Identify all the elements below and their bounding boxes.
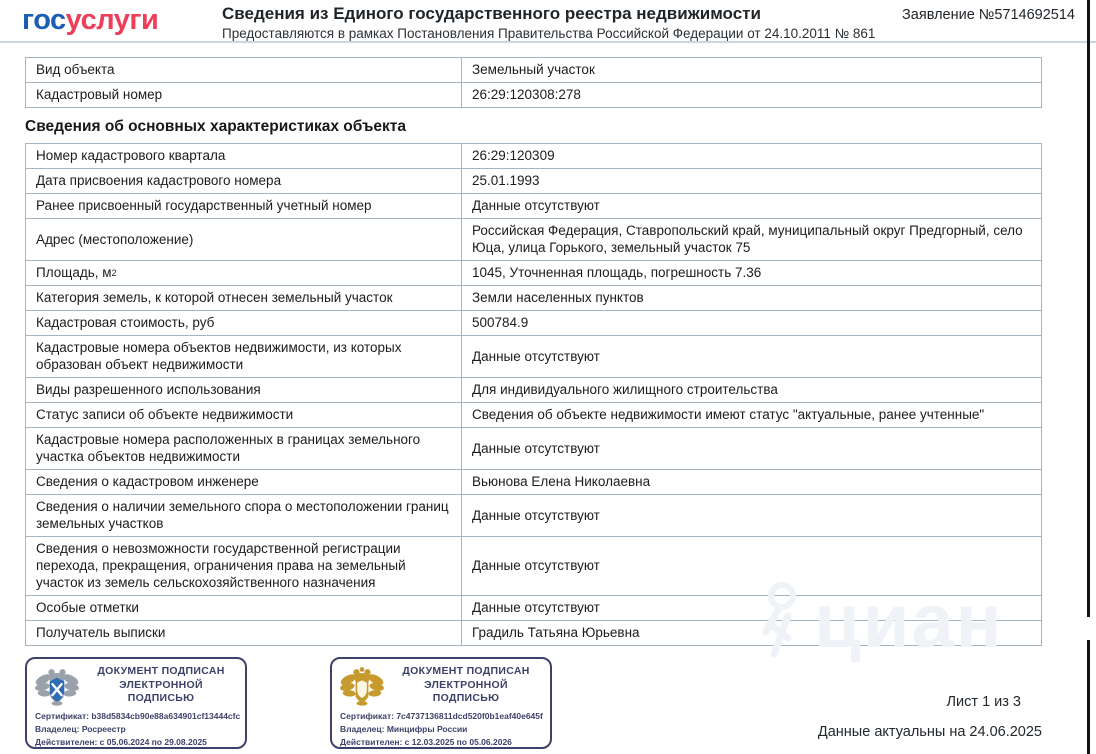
watermark-text: циан <box>814 579 1004 664</box>
row-value: 25.01.1993 <box>472 173 540 188</box>
owner-line: Владелец: Росреестр <box>35 723 126 734</box>
page-title: Сведения из Единого государственного реестра недвижимости <box>222 4 761 23</box>
signature-stamp-rosreestr <box>25 657 247 749</box>
signature-stamp-mintsifry <box>330 657 552 749</box>
sheet-counter: Лист 1 из 3 <box>946 694 1021 710</box>
validity-line: Действителен: с 05.06.2024 по 29.08.2025 <box>35 736 207 747</box>
row-value: Градиль Татьяна Юрьевна <box>472 625 640 640</box>
row-label: Кадастровые номера расположенных в границах земельного участка объектов недвижимости <box>26 428 462 469</box>
table-row <box>26 402 1041 427</box>
row-label: Номер кадастрового квартала <box>26 144 462 168</box>
row-value: Данные отсутствуют <box>472 198 600 213</box>
certificate-line: Сертификат: b38d5834cb90e88a634901cf13444cfc <box>35 711 241 721</box>
row-value: Данные отсутствуют <box>472 558 600 573</box>
row-label: Ранее присвоенный государственный учетный номер <box>26 194 462 218</box>
row-value: Земли населенных пунктов <box>472 290 644 305</box>
table-row <box>26 168 1041 193</box>
table-row <box>26 427 1041 469</box>
row-value: 26:29:120309 <box>472 148 555 163</box>
data-actual-date: Данные актуальны на 24.06.2025 <box>817 724 1042 740</box>
row-value: 1045, Уточненная площадь, погрешность 7.36 <box>472 265 762 280</box>
table-row <box>26 377 1041 402</box>
row-value: Российская Федерация, Ставропольский край, муниципальный округ Предгорный, село Юца, улица Горького, земельный участок 75 <box>472 223 1023 255</box>
main-characteristics-table <box>25 143 1042 646</box>
row-value: Данные отсутствуют <box>472 507 600 523</box>
row-label: Адрес (местоположение) <box>26 219 462 260</box>
table-row <box>26 469 1041 494</box>
table-row <box>26 260 1041 285</box>
row-label: Кадастровая стоимость, руб <box>26 311 462 335</box>
row-label: Категория земель, к которой отнесен земельный участок <box>26 286 462 310</box>
page-subtitle: Предоставляются в рамках Постановления Правительства Российской Федерации от 24.10.2011 № 861 <box>222 26 876 41</box>
table-row <box>26 144 1041 168</box>
stamp-title: ДОКУМЕНТ ПОДПИСАН ЭЛЕКТРОННОЙ ПОДПИСЬЮ <box>97 665 225 705</box>
row-value: 26:29:120308:278 <box>472 87 581 102</box>
row-label: Получатель выписки <box>26 621 462 645</box>
page-edge-line-top <box>1087 0 1090 617</box>
logo-part-blue: гос <box>22 4 66 36</box>
table-row <box>26 82 1041 107</box>
page-edge-line-bottom <box>1087 640 1090 754</box>
russia-coat-of-arms-emblem-icon <box>340 665 384 707</box>
stamp-details <box>340 710 542 748</box>
stamp-details <box>35 710 241 748</box>
table-row <box>26 310 1041 335</box>
row-label: Кадастровые номера объектов недвижимости, из которых образован объект недвижимости <box>26 336 462 377</box>
row-label: Статус записи об объекте недвижимости <box>26 403 462 427</box>
document-header <box>0 0 1096 43</box>
gosuslugi-logo <box>22 4 158 37</box>
row-value: Данные отсутствуют <box>472 600 600 615</box>
row-label: Виды разрешенного использования <box>26 378 462 402</box>
table-row <box>26 193 1041 218</box>
logo-part-red: услуги <box>65 4 159 36</box>
row-label: Вид объекта <box>26 58 462 82</box>
table-row <box>26 335 1041 377</box>
table-row <box>26 285 1041 310</box>
row-value: 500784.9 <box>472 315 529 330</box>
row-value: Земельный участок <box>472 62 595 77</box>
application-number: Заявление №5714692514 <box>902 7 1075 23</box>
row-label: Сведения о кадастровом инженере <box>26 470 462 494</box>
row-label: Сведения о невозможности государственной регистрации перехода, прекращения, ограничения права на земельный участок из земель сельскохозяйственного назначения <box>26 537 462 595</box>
rosreestr-eagle-emblem-icon <box>35 665 79 707</box>
table-row <box>26 218 1041 260</box>
row-value: Вьюнова Елена Николаевна <box>472 474 651 489</box>
section-title: Сведения об основных характеристиках объекта <box>25 118 407 135</box>
object-id-table <box>25 57 1042 108</box>
row-value: Данные отсутствуют <box>472 348 600 364</box>
row-value: Для индивидуального жилищного строительства <box>472 382 778 397</box>
row-label: Кадастровый номер <box>26 83 462 107</box>
row-label: Площадь, м 2 <box>26 261 462 285</box>
stamp-top <box>35 664 237 707</box>
table-row <box>26 536 1041 595</box>
table-row <box>26 595 1041 620</box>
owner-line: Владелец: Минцифры России <box>340 723 468 734</box>
row-value: Данные отсутствуют <box>472 440 600 456</box>
table-row <box>26 58 1041 82</box>
table-row <box>26 494 1041 536</box>
table-row <box>26 620 1041 645</box>
certificate-line: Сертификат: 7c4737136811dcd520f0b1eaf40e645f <box>340 711 543 721</box>
stamp-title: ДОКУМЕНТ ПОДПИСАН ЭЛЕКТРОННОЙ ПОДПИСЬЮ <box>402 665 530 705</box>
validity-line: Действителен: с 12.03.2025 по 05.06.2026 <box>340 736 512 747</box>
stamp-top <box>340 664 542 707</box>
row-value: Сведения об объекте недвижимости имеют статус "актуальные, ранее учтенные" <box>472 407 985 422</box>
row-label: Дата присвоения кадастрового номера <box>26 169 462 193</box>
row-label: Сведения о наличии земельного спора о местоположении границ земельных участков <box>26 495 462 536</box>
row-label: Особые отметки <box>26 596 462 620</box>
